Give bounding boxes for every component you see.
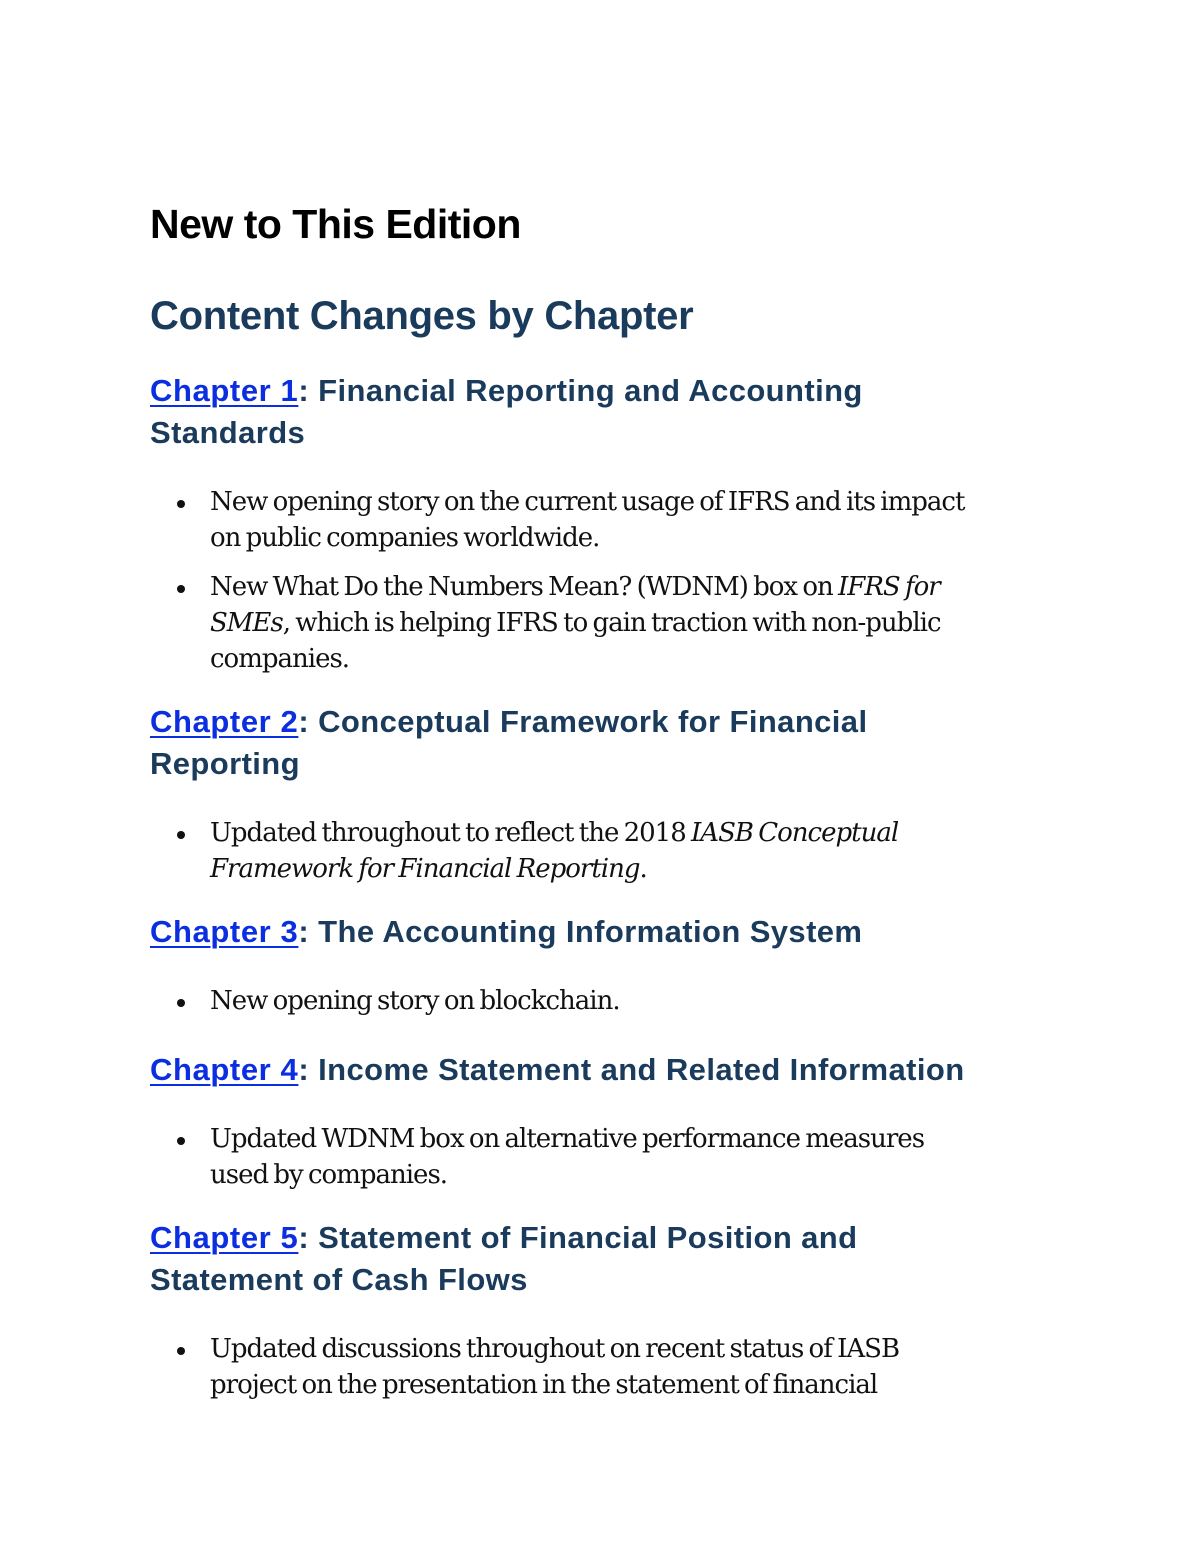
list-item-text: project on the presentation in the statement of financial	[210, 1370, 878, 1400]
heading-separator: :	[298, 914, 319, 949]
list-item-text: Updated discussions throughout on recent status of IASB	[210, 1334, 900, 1364]
list-item-text: Updated throughout to reflect the 2018	[210, 818, 692, 848]
chapter-link[interactable]: Chapter 4	[150, 1052, 299, 1087]
chapter-title-cont: Reporting	[150, 746, 300, 781]
bullet-icon	[177, 1137, 185, 1145]
heading-separator: :	[298, 704, 319, 739]
chapter-link[interactable]: Chapter 2	[150, 704, 299, 739]
bullet-icon	[177, 831, 185, 839]
chapter-heading	[150, 911, 1050, 953]
list-item-text: New opening story on blockchain.	[210, 986, 620, 1016]
list-item-emphasis: SMEs	[210, 608, 283, 638]
chapter-title: Statement of Financial Position and	[318, 1220, 858, 1255]
list-item	[150, 1331, 1050, 1403]
bullet-icon	[177, 1347, 185, 1355]
list-item-text: Updated WDNM box on alternative performance measures	[210, 1124, 925, 1154]
bullet-list	[150, 1331, 1050, 1403]
list-item-text: on public companies worldwide.	[210, 523, 600, 553]
list-item-emphasis: Framework for Financial Reporting	[210, 854, 640, 884]
chapter-title-cont: Standards	[150, 415, 306, 450]
bullet-list	[150, 983, 1050, 1019]
document-page	[150, 196, 1050, 1403]
list-item	[150, 815, 1050, 887]
heading-separator: :	[298, 1052, 319, 1087]
chapter-2-section	[150, 701, 1050, 887]
bullet-icon	[177, 500, 185, 508]
chapter-5-section	[150, 1217, 1050, 1403]
list-item-text: , which is helping IFRS to gain traction with non-public	[282, 608, 941, 638]
list-item-text: New What Do the Numbers Mean? (WDNM) box on	[210, 572, 839, 602]
list-item-text: used by companies.	[210, 1160, 448, 1190]
chapter-link[interactable]: Chapter 1	[150, 373, 299, 408]
chapter-title: The Accounting Information System	[318, 914, 863, 949]
list-item-emphasis: IASB Conceptual	[691, 818, 899, 848]
list-item-text: New opening story on the current usage of IFRS and its impact	[210, 487, 965, 517]
list-item	[150, 1121, 1050, 1193]
chapter-link[interactable]: Chapter 5	[150, 1220, 299, 1255]
chapter-4-section	[150, 1049, 1050, 1193]
list-item	[150, 983, 1050, 1019]
bullet-list	[150, 1121, 1050, 1193]
chapter-3-section	[150, 911, 1050, 1019]
chapter-link[interactable]: Chapter 3	[150, 914, 299, 949]
chapter-heading	[150, 701, 1050, 785]
chapter-title-cont: Statement of Cash Flows	[150, 1262, 528, 1297]
bullet-list	[150, 815, 1050, 887]
heading-separator: :	[298, 1220, 319, 1255]
chapter-heading	[150, 1217, 1050, 1301]
list-item	[150, 484, 1050, 556]
chapter-1-section	[150, 370, 1050, 677]
chapter-title: Financial Reporting and Accounting	[318, 373, 863, 408]
chapter-title: Conceptual Framework for Financial	[318, 704, 868, 739]
list-item-text: .	[639, 854, 647, 884]
bullet-icon	[177, 999, 185, 1007]
bullet-icon	[177, 585, 185, 593]
list-item-emphasis: IFRS for	[838, 572, 940, 602]
chapter-heading	[150, 370, 1050, 454]
chapter-heading	[150, 1049, 1050, 1091]
list-item-text: companies.	[210, 644, 350, 674]
section-title: Content Changes by Chapter	[150, 294, 694, 338]
heading-separator: :	[298, 373, 319, 408]
chapter-title: Income Statement and Related Information	[318, 1052, 965, 1087]
page-title: New to This Edition	[150, 201, 521, 247]
bullet-list	[150, 484, 1050, 677]
list-item	[150, 569, 1050, 677]
